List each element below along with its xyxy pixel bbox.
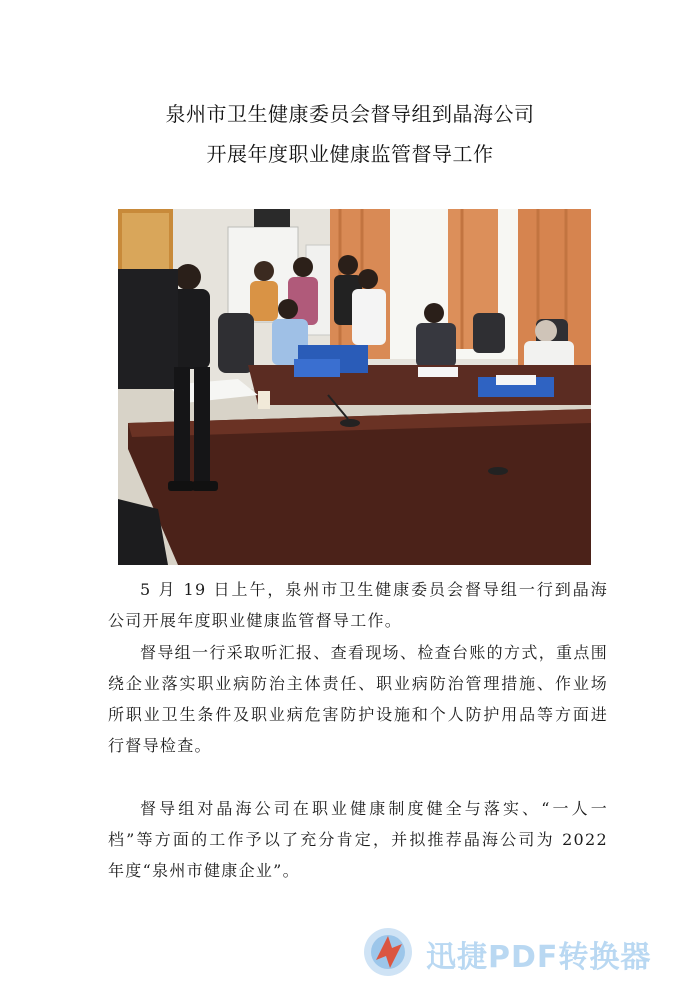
pdf-converter-logo-icon bbox=[362, 926, 414, 978]
watermark bbox=[362, 922, 682, 982]
meeting-photo-icon bbox=[118, 209, 591, 565]
document-title-line-1: 泉州市卫生健康委员会督导组到晶海公司 bbox=[165, 102, 535, 126]
watermark-text: 迅捷PDF转换器 bbox=[426, 940, 652, 975]
meeting-photo bbox=[118, 209, 591, 565]
paragraph-2: 督导组一行采取听汇报、查看现场、检查台账的方式，重点围绕企业落实职业病防治主体责任、职业病防治管理措施、作业场所职业卫生条件及职业病危害防护设施和个人防护用品等方面进行督导检查。 bbox=[108, 643, 608, 755]
paragraph-3: 督导组对晶海公司在职业健康制度健全与落实、“一人一档”等方面的工作予以了充分肯定，并拟推荐晶海公司为 2022 年度“泉州市健康企业”。 bbox=[108, 799, 608, 880]
paragraph-1: 5 月 19 日上午，泉州市卫生健康委员会督导组一行到晶海公司开展年度职业健康监管督导工作。 bbox=[108, 580, 608, 630]
document-title-line-2: 开展年度职业健康监管督导工作 bbox=[206, 142, 494, 166]
